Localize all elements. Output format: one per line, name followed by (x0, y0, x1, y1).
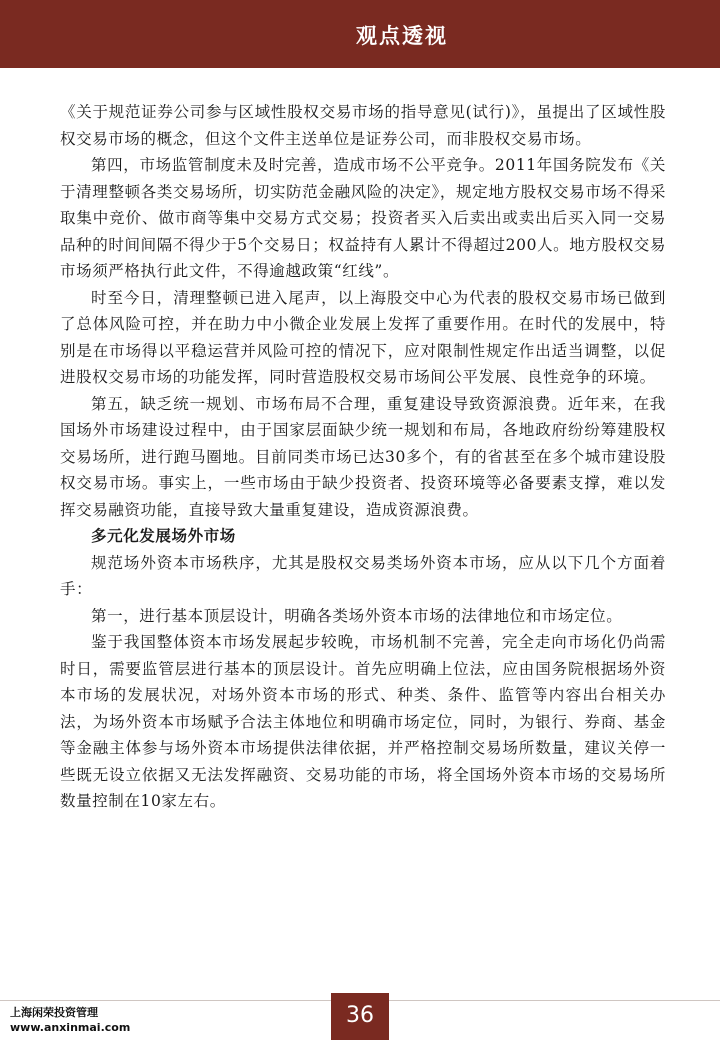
article-body (60, 99, 666, 815)
header-bar (0, 0, 720, 68)
paragraph-intro: 规范场外资本市场秩序，尤其是股权交易类场外资本市场，应从以下几个方面着手： (60, 553, 666, 598)
section-title: 观点透视 (356, 24, 448, 48)
paragraph-point-four: 第四，市场监管制度未及时完善，造成市场不公平竞争。2011年国务院发布《关于清理整顿各类交易场所，切实防范金融风险的决定》，规定地方股权交易市场不得采取集中竞价、做市商等集中交易方式交易；投资者买入后卖出或卖出后买入同一交易品种的时间间隔不得少于5个交易日；权益持有人累计不得超过200人。地方股权交易市场须严格执行此文件，不得逾越政策“红线”。 (60, 156, 666, 280)
paragraph-top-level-design: 鉴于我国整体资本市场发展起步较晚，市场机制不完善，完全走向市场化仍尚需时日，需要监管层进行基本的顶层设计。首先应明确上位法，应由国务院根据场外资本市场的发展状况，对场外资本市场的形式、种类、条件、监管等内容出台相关办法，为场外资本市场赋予合法主体地位和明确市场定位，同时，为银行、券商、基金等金融主体参与场外资本市场提供法律依据，并严格控制交易场所数量，建议关停一些既无设立依据又无法发挥融资、交易功能的市场，将全国场外资本市场的交易场所数量控制在10家左右。 (60, 633, 666, 810)
paragraph-current-status: 时至今日，清理整顿已进入尾声，以上海股交中心为代表的股权交易市场已做到了总体风险可控，并在助力中小微企业发展上发挥了重要作用。在时代的发展中，特别是在市场得以平稳运营并风险可控的情况下，应对限制性规定作出适当调整，以促进股权交易市场的功能发挥，同时营造股权交易市场间公平发展、良性竞争的环境。 (60, 288, 666, 386)
paragraph-continuation: 《关于规范证券公司参与区域性股权交易市场的指导意见(试行)》，虽提出了区域性股权交易市场的概念，但这个文件主送单位是证券公司，而非股权交易市场。 (60, 103, 666, 148)
paragraph-point-five: 第五，缺乏统一规划、市场布局不合理，重复建设导致资源浪费。近年来，在我国场外市场建设过程中，由于国家层面缺少统一规划和布局，各地政府纷纷筹建股权交易场所，进行跑马圈地。目前同类市场已达30多个，有的省甚至在多个城市建设股权交易市场。事实上，一些市场由于缺少投资者、投资环境等必备要素支撑，难以发挥交易融资功能，直接导致大量重复建设，造成资源浪费。 (60, 394, 666, 519)
footer-website-link[interactable]: www.anxinmai.com (10, 1021, 131, 1034)
paragraph-point-one: 第一，进行基本顶层设计，明确各类场外资本市场的法律地位和市场定位。 (91, 606, 623, 625)
footer-company-name: 上海闲荣投资管理 (10, 1006, 98, 1019)
section-subheading: 多元化发展场外市场 (91, 527, 236, 545)
page-number: 36 (346, 1003, 374, 1028)
page-number-box (331, 993, 389, 1040)
